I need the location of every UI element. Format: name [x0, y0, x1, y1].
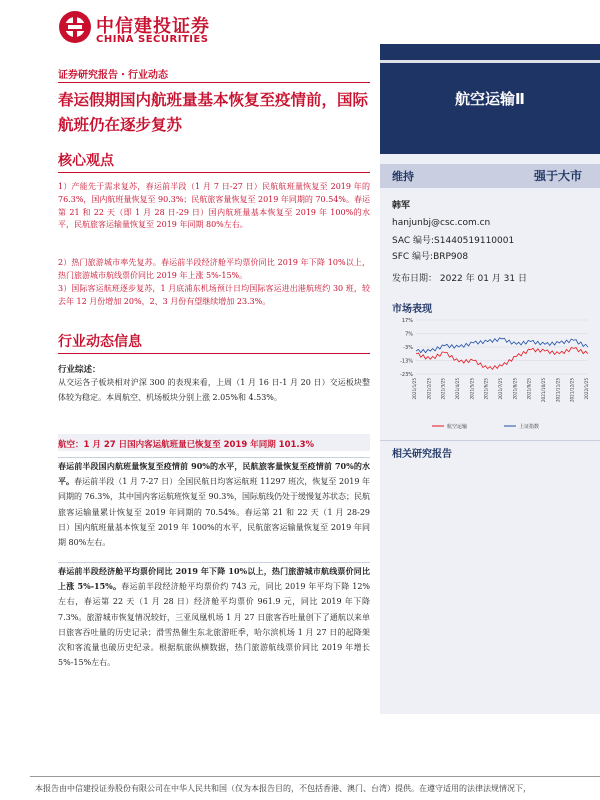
sector-banner [380, 44, 600, 154]
chart-xtick-label: 2021/8/25 [512, 378, 518, 400]
paragraph-lead: 春运前半段经济舱平均票价同比 2019 年下降 10%以上，热门旅游城市航线票价同比上涨 5%-15%。 [58, 566, 370, 592]
chart-xtick-label: 2021/10/25 [541, 378, 546, 403]
chart-legend-label: 上证指数 [519, 424, 540, 430]
body-paragraph [58, 564, 370, 670]
core-point: 1）产能先于需求复苏，春运前半段（1 月 7 日-27 日）民航航班量恢复至 2019 年的 76.3%，国内航班量恢复至 90.3%；民航旅客量恢复至 2019 年同期的 70.54%。春运第 21 和 22 天（即 1 月 28 日-29 日）国内航班量基本恢复至 2019 年 100%的水平，民航旅客运输量恢复至 2019 年同期 80%左右。 [58, 182, 370, 230]
chart-series-line [416, 348, 588, 370]
chart-xtick-label: 2021/6/25 [483, 378, 489, 400]
analyst-email[interactable]: hanjunbj@csc.com.cn [392, 218, 491, 228]
chart-ytick-label: 17% [401, 318, 413, 324]
related-reports-title: 相关研究报告 [392, 449, 452, 460]
core-point: 3）国际客运航班逐步复苏，1 月底浦东机场预计日均国际客运进出港航班约 30 班，较去年 12 月份增加 20%，2、3 月份有望继续增加 23.3%。 [58, 284, 370, 306]
chart-xtick-label: 2022/1/25 [584, 378, 589, 400]
brand-header [58, 8, 258, 52]
footer-divider [30, 776, 600, 777]
analyst-sfc: SFC 编号:BRP908 [392, 252, 469, 262]
overview-label: 行业综述： [58, 365, 101, 375]
chart-xtick-label: 2021/4/25 [455, 378, 460, 400]
rating-value: 强于大市 [533, 169, 582, 183]
title-divider [58, 82, 370, 83]
sector-name: 航空运输Ⅱ [455, 90, 525, 108]
chart-xtick-label: 2021/12/25 [569, 378, 575, 403]
analyst-sac: SAC 编号:S1440519110001 [392, 236, 515, 246]
chart-ytick-label: 7% [405, 331, 413, 338]
core-views-title: 核心观点 [58, 153, 114, 169]
brand-name-cn: 中信建投证券 [96, 16, 210, 37]
chart-xtick-label: 2021/5/25 [469, 378, 475, 400]
footer-disclaimer: 本报告由中信建投证券股份有限公司在中华人民共和国（仅为本报告目的，不包括香港、澳门、台湾）提供。在遵守适用的法律法规情况下， [35, 784, 531, 793]
paragraph-divider [58, 457, 370, 458]
chart-ytick-label: -3% [403, 345, 413, 351]
chart-series-line [416, 338, 588, 353]
publish-date: 发布日期： 2022 年 01 月 31 日 [392, 274, 527, 284]
overview-text: 从交运各子板块相对沪深 300 的表现来看，上周（1 月 16 日-1 月 20 日）交运板块整体较为稳定。本周航空、机场板块分别上涨 2.05%和 4.53%。 [58, 378, 370, 403]
china-securities-logo-icon [58, 10, 92, 44]
chart-ytick-label: -23% [400, 372, 413, 378]
chart-legend-label: 航空运输 [447, 424, 468, 430]
paragraph-lead: 春运前半段国内航班量恢复至疫情前 90%的水平，民航旅客量恢复至疫情前 70%的水平。 [58, 461, 370, 487]
rating-label: 维持 [392, 170, 414, 183]
chart-xtick-label: 2021/2/25 [426, 378, 432, 400]
chart-xtick-label: 2021/9/25 [526, 378, 532, 400]
chart-xtick-label: 2021/1/25 [412, 378, 417, 400]
industry-dynamics-divider [58, 353, 370, 354]
market-performance-chart [392, 314, 592, 432]
industry-dynamics-title: 行业动态信息 [58, 334, 142, 350]
analyst-name: 韩军 [392, 201, 411, 211]
market-chart-title: 市场表现 [392, 304, 432, 315]
highlight-text: 航空：1 月 27 日国内客运航班量已恢复至 2019 年同期 101.3% [58, 440, 315, 450]
page-title: 春运假期国内航班量基本恢复至疫情前，国际航班仍在逐步复苏 [58, 91, 369, 134]
chart-xtick-label: 2021/7/25 [498, 378, 503, 400]
chart-xtick-label: 2021/3/25 [440, 378, 446, 400]
info-sidebar [380, 154, 600, 714]
core-point: 2）热门旅游城市率先复苏。春运前半段经济舱平均票价同比 2019 年下降 10%以上，热门旅游城市航线票价同比 2019 年上涨 5%-15%。 [58, 258, 370, 280]
related-divider [380, 440, 600, 441]
chart-xtick-label: 2021/11/25 [555, 378, 561, 403]
brand-name-en: CHINA SECURITIES [96, 34, 209, 45]
core-views-divider [58, 172, 370, 173]
banner-stripe [380, 60, 600, 63]
body-paragraph [58, 459, 370, 550]
paragraph-divider [58, 562, 370, 563]
rating-bar [380, 164, 600, 188]
report-type: 证券研究报告・行业动态 [58, 70, 168, 81]
chart-ytick-label: -13% [400, 358, 413, 365]
paragraph-text: 春运前半段（1 月 7-27 日）全国民航日均客运航班 11297 班次，恢复至 2019 年同期的 76.3%，其中国内客运航班恢复至 90.3%，国际航线仍处于缓慢复苏状态；民航旅客运输量累计恢复至 2019 年同期的 70.54%。春运第 21 和 22 天（1 月 28-29 日）国内航班量基本恢复至 2019 年 100%的水平，民航旅客运输量恢复至 2019 年同期 80%左右。 [58, 477, 370, 548]
paragraph-text: 春运前半段经济舱平均票价约 743 元，同比 2019 年平均下降 12%左右，春运第 22 天（1 月 28 日）经济舱平均票价 961.9 元，同比 2019 年下降 7.3%。旅游城市恢复情况较好，三亚凤凰机场 1 月 27 日旅客吞吐量创下了通航以来单日旅客吞吐量的历史记录；滑雪热催生东北旅游旺季，哈尔滨机场 1 月 27 日的起降架次和客流量也破历史纪录。根据航旅纵横数据，热门旅游航线票价同比 2019 年增长 5%-15%左右。 [58, 582, 371, 668]
